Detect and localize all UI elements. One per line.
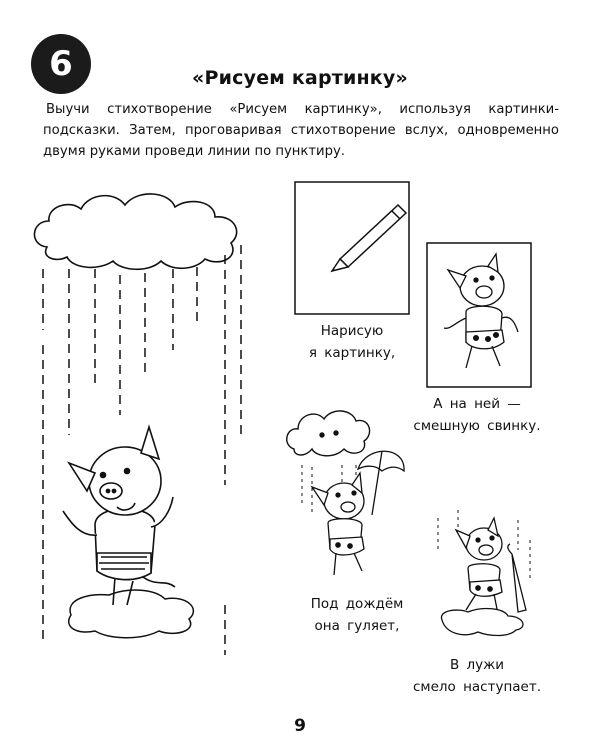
cloud-icon bbox=[287, 411, 370, 456]
poem-caption-1: Нарисую я картинку, bbox=[308, 323, 396, 361]
poem-caption-2: А на ней — смешную свинку. bbox=[413, 396, 541, 434]
pencil-picture bbox=[294, 181, 410, 315]
instructions-text: Выучи стихотворение «Рисуем картинку», используя картинки-подсказки. Затем, проговаривая стихотворение вслух, одновременно двумя руками проведи линии по пунктиру. bbox=[43, 102, 559, 159]
pig-picture bbox=[426, 242, 532, 388]
puddle-icon bbox=[441, 609, 522, 636]
pig-icon bbox=[456, 518, 502, 614]
umbrella-icon bbox=[358, 451, 404, 515]
pig-icon bbox=[312, 473, 364, 575]
poem-caption-4: В лужи смело наступает. bbox=[412, 657, 542, 695]
tracing-illustration[interactable] bbox=[25, 185, 255, 655]
exercise-number: 6 bbox=[49, 44, 73, 84]
page-number: 9 bbox=[294, 716, 306, 736]
cloud-icon bbox=[34, 194, 236, 269]
pig-puddle-picture bbox=[428, 510, 536, 642]
umbrella-icon bbox=[508, 544, 526, 612]
pig-icon bbox=[63, 427, 175, 605]
puddle-icon bbox=[69, 590, 194, 638]
page-title: «Рисуем картинку» bbox=[192, 67, 408, 89]
poem-caption-3: Под дождём она гуляет, bbox=[310, 596, 404, 634]
pig-umbrella-picture bbox=[282, 405, 410, 585]
